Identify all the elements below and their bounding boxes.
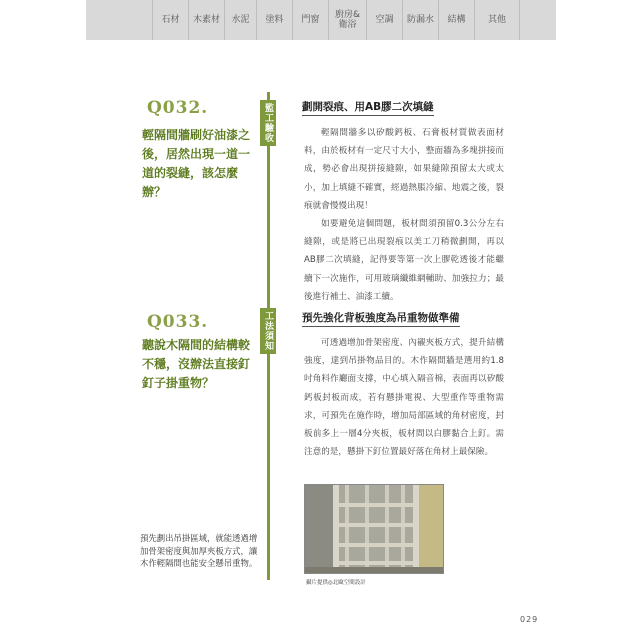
answer-paragraph: 如要避免這個問題，板材間須預留0.3公分左右縫隙，或是將已出現裂痕以美工刀稍微劃開，再以AB膠二次填縫，記得要等第一次上膠乾透後才能繼續下一次施作，可用玻璃纖維網輔助、加強拉力；最後進行補土、油漆工續。 <box>304 219 504 302</box>
side-note: 預先劃出吊掛區域，就能透過增加骨架密度與加厚夾板方式，讓木作輕隔間也能安全懸吊重物。 <box>140 533 258 569</box>
tag-inspection: 監工驗收 <box>260 100 276 146</box>
section-heading: 劃開裂痕、用AB膠二次填縫 <box>302 99 434 116</box>
question-title: 聽說木隔間的結構較不穩，沒辦法直接釘釘子掛重物？ <box>142 338 251 390</box>
tab-item[interactable]: 水泥 <box>224 0 256 40</box>
section-heading: 預先強化背板強度為吊重物做準備 <box>302 310 460 327</box>
answer-paragraph: 可透過增加骨架密度、內襯夾板方式，提升結構強度，達到吊掛物品目的。木作隔間牆是選用約1.8吋角料作廳面支撐，中心填入隔音棉，表面再以矽酸鈣板封板而成，若有懸掛電視、大型重作等重物需求，可預先在施作時，增加局部區域的角材密度，封板前多上一層4分夾板，板材間以白膠黏合上釘。需注意的是，懸掛下釘位置最好落在角材上最保險。 <box>304 338 504 458</box>
photo-caption: 攝片提供◎北歐空間設計 <box>306 580 366 586</box>
tab-item[interactable]: 防漏水 <box>402 0 438 40</box>
tab-item[interactable]: 塗料 <box>256 0 292 40</box>
tab-item[interactable]: 空調 <box>366 0 402 40</box>
tab-item[interactable]: 其他 <box>474 0 520 40</box>
category-tabs <box>86 0 556 40</box>
tab-item[interactable]: 廚房& 衛浴 <box>328 0 366 40</box>
tab-item[interactable]: 木素材 <box>188 0 224 40</box>
question-number: Q032. <box>147 98 209 118</box>
tag-method: 工法須知 <box>260 308 276 354</box>
answer-text <box>304 334 504 461</box>
page-number: 029 <box>520 615 539 624</box>
tab-item[interactable]: 石材 <box>152 0 188 40</box>
question-title: 輕隔間牆刷好油漆之後，居然出現一道一道的裂縫，該怎麼辦？ <box>142 128 251 199</box>
wall-framing-image <box>305 485 444 574</box>
answer-paragraph: 輕隔間牆多以矽酸鈣板、石膏板材質做表面材料，由於板材有一定尺寸大小，整面牆為多塊拼接而成，勢必會出現拼接縫隙，如果縫隙預留太大或太小，加上填縫不確實，經過熱脹冷縮、地震之後，裂痕就會慢慢出現！ <box>304 128 504 211</box>
construction-photo <box>304 484 444 574</box>
tab-item[interactable]: 門窗 <box>292 0 328 40</box>
tab-item[interactable]: 結構 <box>438 0 474 40</box>
question-number: Q033. <box>147 312 209 332</box>
answer-text <box>304 124 504 306</box>
